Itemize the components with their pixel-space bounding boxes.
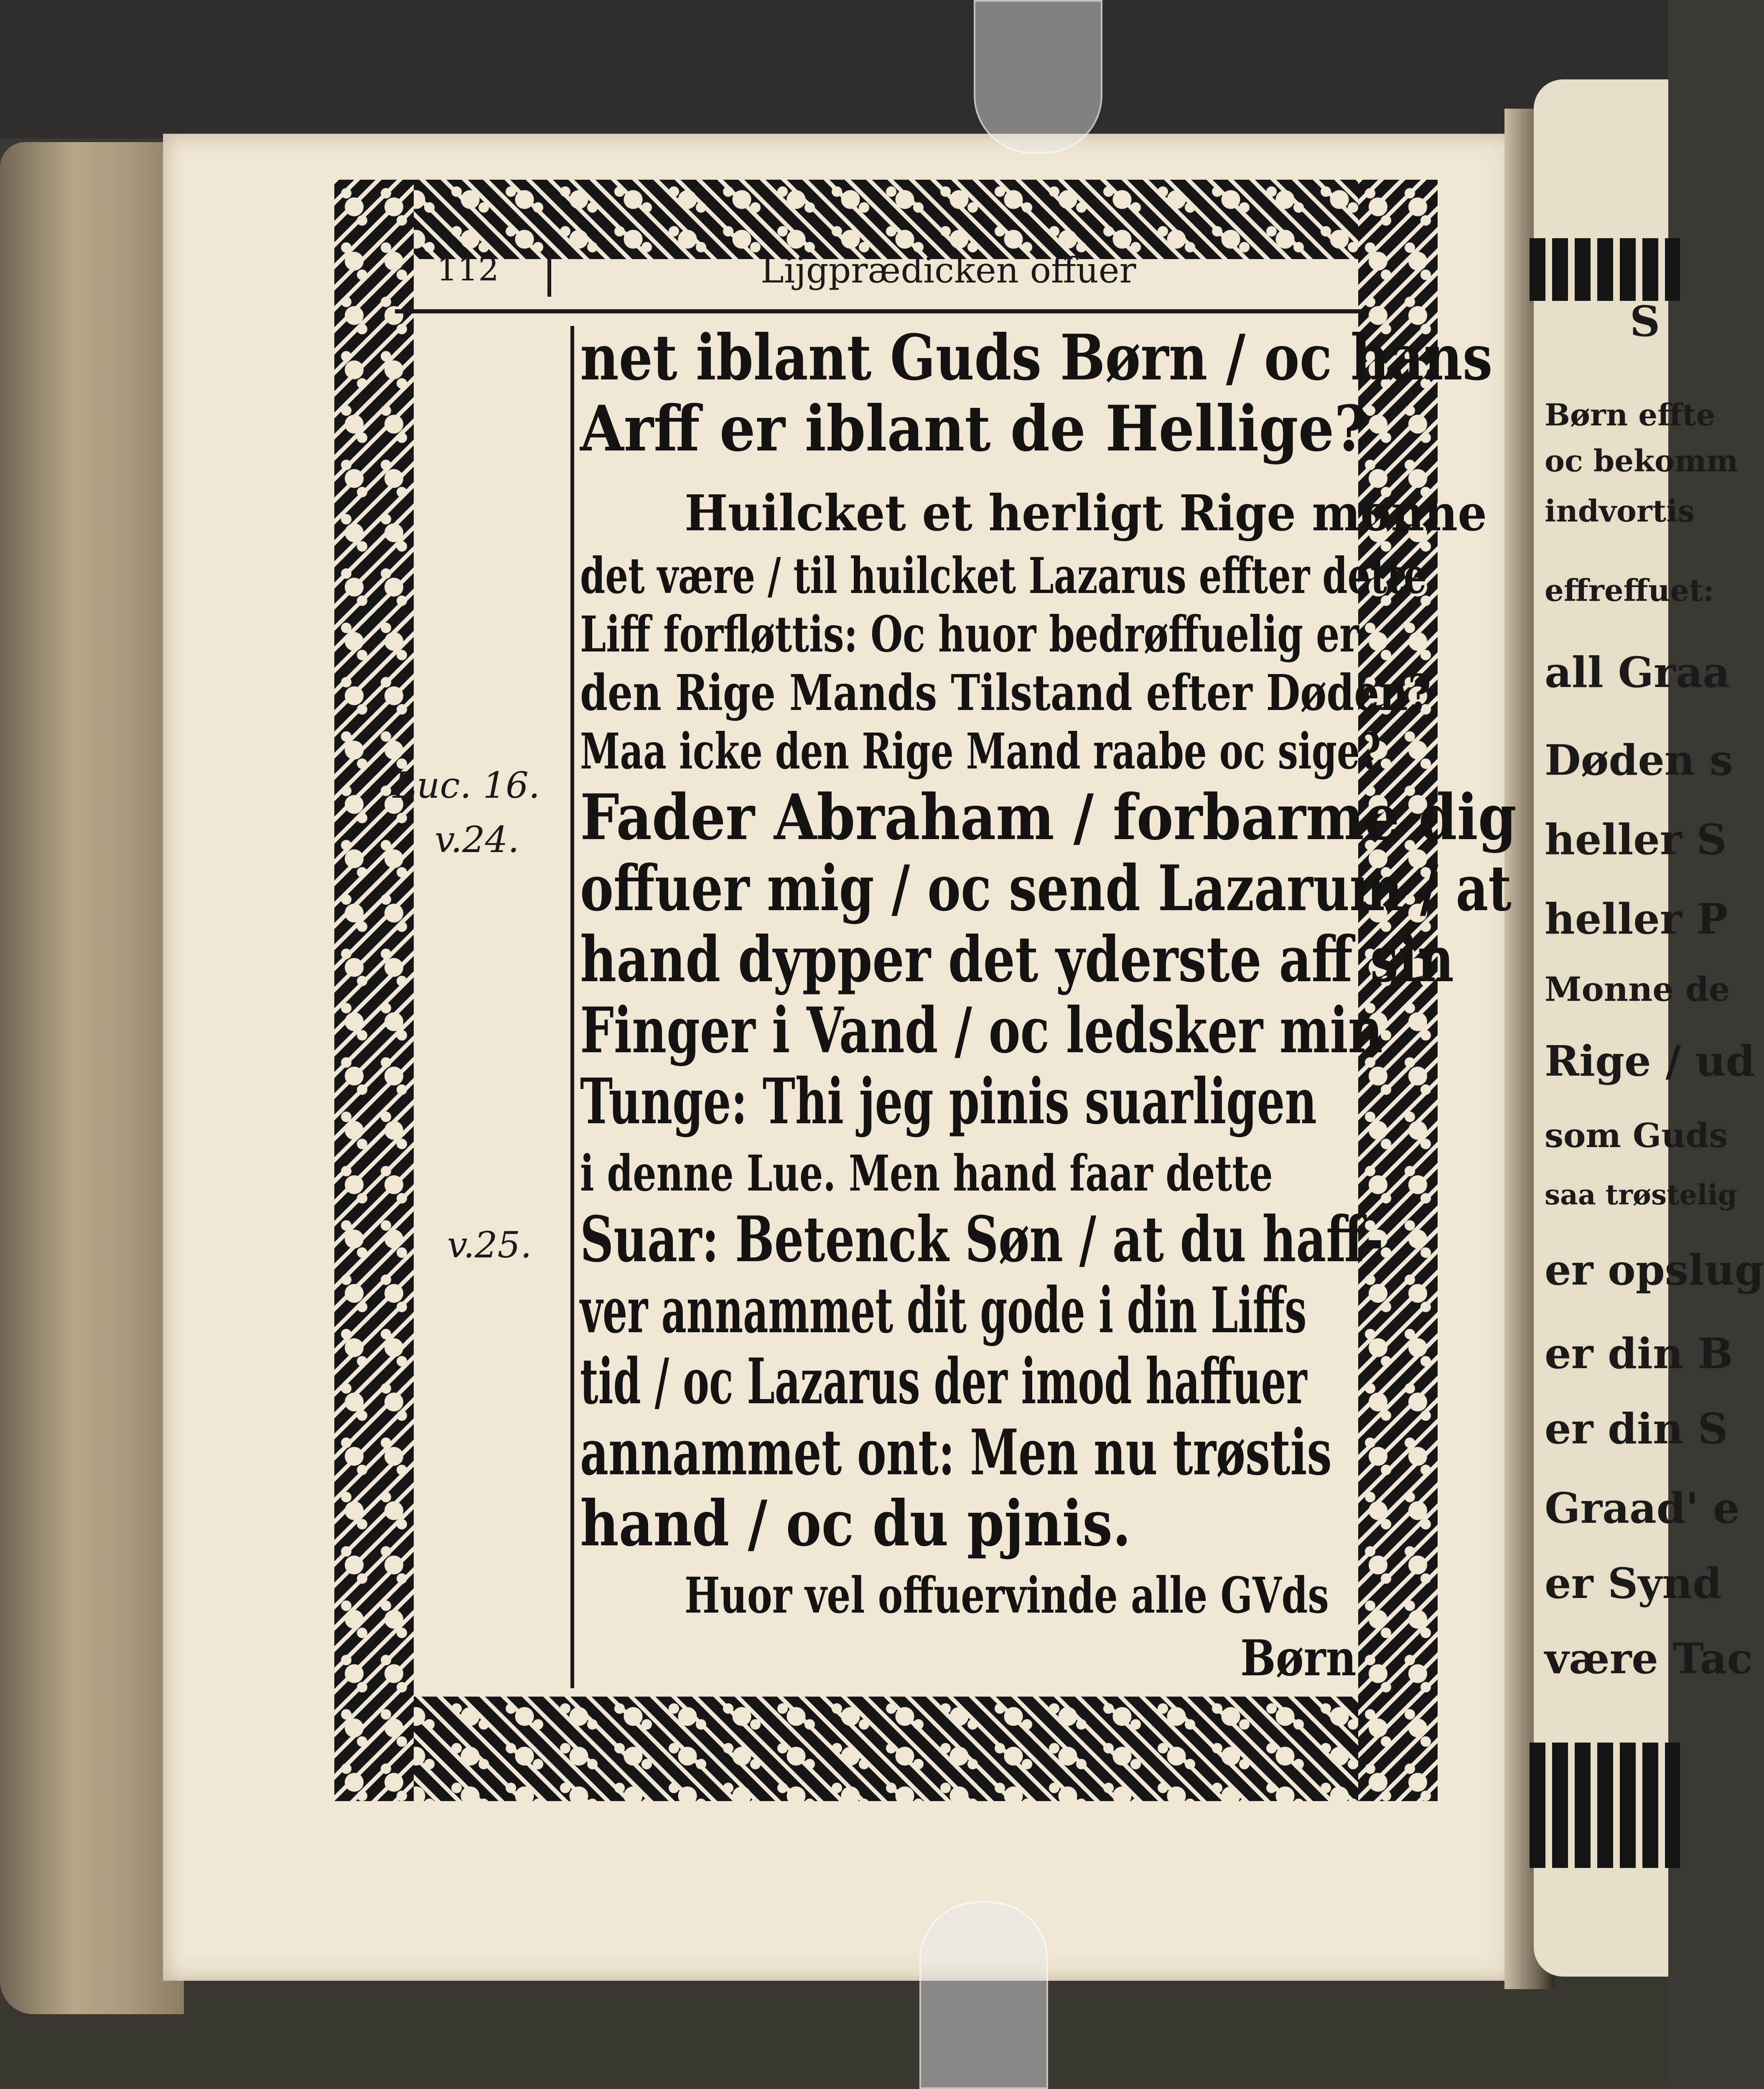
text-line: Liff forfløttis: Oc huor bedrøffuelig er — [580, 605, 1359, 663]
text-line: offuer mig / oc send Lazarum / at — [580, 852, 1512, 925]
page-clip-top — [974, 0, 1102, 154]
ornamental-border-top — [334, 180, 1438, 259]
text-line: i denne Lue. Men hand faar dette — [580, 1144, 1273, 1202]
background-top — [0, 0, 1668, 138]
text-line: det være / til huilcket Lazarus effter dette — [580, 547, 1427, 605]
text-line: Maa icke den Rige Mand raabe oc sige? — [580, 722, 1381, 780]
facing-page-line: er din S — [1545, 1404, 1728, 1453]
text-line: annammet ont: Men nu trøstis — [580, 1416, 1332, 1489]
facing-page-line: er din B — [1545, 1329, 1733, 1378]
facing-page-line: S — [1630, 297, 1660, 346]
facing-page-line: er opslug — [1545, 1245, 1764, 1295]
facing-page-line: Monne de — [1545, 969, 1730, 1009]
facing-page-line: oc bekomm — [1545, 443, 1739, 478]
facing-page-line: indvortis — [1545, 493, 1695, 529]
facing-page-line: saa trøstelig — [1545, 1178, 1737, 1211]
facing-page-line: heller P — [1545, 894, 1728, 944]
page-clip-bottom — [919, 1901, 1048, 2089]
facing-page-line: være Tac — [1545, 1634, 1753, 1683]
header-divider — [547, 251, 551, 297]
text-line: hand / oc du pjnis. — [580, 1487, 1131, 1560]
text-line: Fader Abraham / forbarme dig — [580, 781, 1517, 854]
page-number: 112 — [437, 251, 499, 288]
margin-note: v.25. — [447, 1224, 532, 1266]
text-line: Huor vel offuervinde alle GVds — [685, 1566, 1329, 1624]
text-line: Huilcket et herligt Rige monne — [685, 484, 1487, 542]
text-line: hand dypper det yderste aff sin — [580, 923, 1454, 996]
facing-page-line: Børn effte — [1545, 397, 1716, 433]
book-fore-edge — [0, 142, 184, 2014]
facing-page-line: effreffuet: — [1545, 573, 1714, 608]
header-rule — [395, 309, 1364, 313]
facing-page-top-border — [1530, 238, 1680, 301]
text-line: Arff er iblant de Hellige? — [580, 392, 1367, 466]
facing-page-line: Rige / ud — [1545, 1036, 1755, 1086]
text-line: Tunge: Thi jeg pinis suarligen — [580, 1065, 1317, 1138]
margin-note: Luc. 16. — [393, 765, 540, 807]
margin-note: v.24. — [435, 819, 519, 861]
facing-page — [1534, 79, 1764, 1977]
ornamental-border-bottom — [334, 1697, 1438, 1801]
facing-page-line: all Graa — [1545, 648, 1730, 697]
text-line: Finger i Vand / oc ledsker min — [580, 994, 1383, 1067]
text-line: tid / oc Lazarus der imod haffuer — [580, 1345, 1307, 1418]
facing-page-line: er Synd — [1545, 1559, 1722, 1608]
text-line: Suar: Betenck Søn / at du haff- — [580, 1203, 1384, 1276]
text-line: ver annammet dit gode i din Liffs — [580, 1274, 1307, 1347]
background-bottom — [0, 1964, 1668, 2086]
text-line: net iblant Guds Børn / oc hans — [580, 321, 1493, 394]
facing-page-line: Graad' e — [1545, 1483, 1740, 1533]
facing-page-line: Døden s — [1545, 735, 1733, 785]
margin-column-rule — [570, 326, 574, 1688]
facing-page-line: som Guds — [1545, 1116, 1728, 1155]
text-line: den Rige Mands Tilstand efter Døden? — [580, 664, 1431, 722]
facing-page-line: heller S — [1545, 815, 1727, 864]
facing-page-bottom-border — [1530, 1743, 1680, 1868]
catchword: Børn — [1240, 1629, 1357, 1687]
ornamental-border-left — [334, 180, 414, 1801]
running-head: Lijgprædicken offuer — [761, 250, 1136, 291]
